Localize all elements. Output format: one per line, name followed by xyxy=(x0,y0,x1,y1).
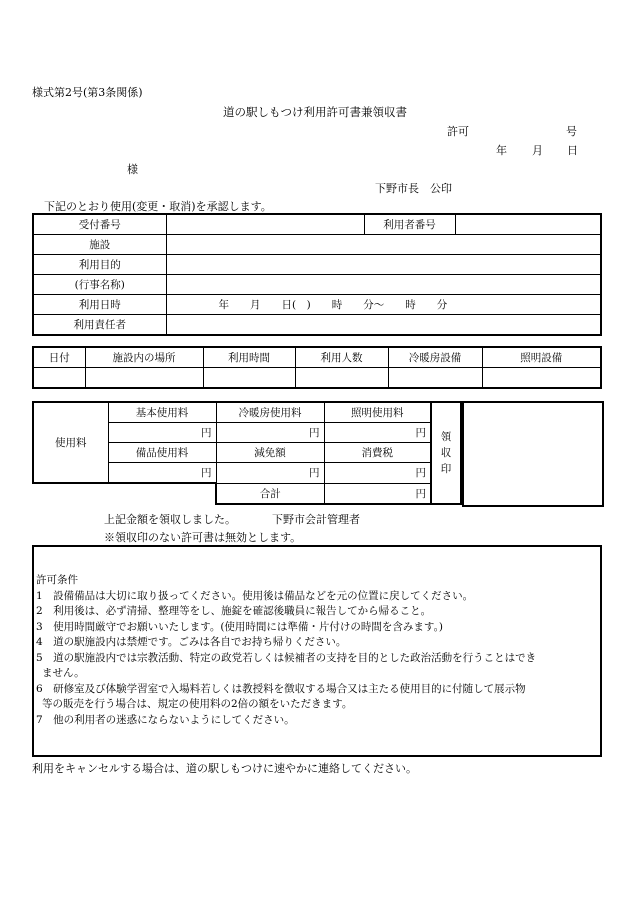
condition-item-1: 1 設備備品は大切に取り扱ってください。使用後は備品などを元の位置に戻してください。 xyxy=(36,589,474,602)
condition-item-5-cont: ません。 xyxy=(42,667,85,679)
usage-header-date: 日付 xyxy=(33,347,85,368)
usage-header-aircon: 冷暖房設備 xyxy=(388,347,482,368)
tax-label: 消費税 xyxy=(324,443,431,463)
usage-date-field[interactable] xyxy=(33,368,85,389)
received-statement: 上記金額を領収しました。 xyxy=(104,513,236,526)
usage-people-field[interactable] xyxy=(295,368,388,389)
usage-header-time: 利用時間 xyxy=(203,347,295,368)
fee-table xyxy=(32,401,462,505)
reception-no-field[interactable] xyxy=(166,214,364,235)
equipment-fee-amount[interactable]: 円 xyxy=(108,463,216,484)
footer-note: 利用をキャンセルする場合は、道の駅しもつけに速やかに連絡してください。 xyxy=(32,762,417,775)
page-title: 道の駅しもつけ利用許可書兼領収書 xyxy=(223,105,407,119)
info-table xyxy=(32,213,602,336)
responsible-field[interactable] xyxy=(166,315,601,336)
total-amount[interactable]: 円 xyxy=(324,483,431,504)
reception-no-label: 受付番号 xyxy=(33,214,166,235)
aircon-fee-amount[interactable]: 円 xyxy=(216,423,324,443)
facility-field[interactable] xyxy=(166,235,601,255)
receipt-seal-text: 領収印 xyxy=(440,430,452,475)
total-label: 合計 xyxy=(216,483,324,504)
approval-statement: 下記のとおり使用(変更・取消)を承認します。 xyxy=(44,200,272,213)
usage-place-field[interactable] xyxy=(85,368,203,389)
condition-item-6-cont: 等の販売を行う場合は、規定の使用料の2倍の額をいただきます。 xyxy=(42,698,353,710)
usage-aircon-field[interactable] xyxy=(388,368,482,389)
condition-item-3: 3 使用時間厳守でお願いいたします。(使用時間には準備・片付けの時間を含みます。) xyxy=(36,620,443,633)
condition-item-6: 6 研修室及び体験学習室で入場料若しくは教授料を徴収する場合又は主たる使用目的に付随して展示物 xyxy=(36,682,526,695)
issuer: 下野市長 公印 xyxy=(375,182,452,195)
condition-item-7: 7 他の利用者の迷惑にならないようにしてください。 xyxy=(36,713,295,726)
user-no-label: 利用者番号 xyxy=(364,214,455,235)
treasurer: 下野市会計管理者 xyxy=(272,513,360,526)
facility-label: 施設 xyxy=(33,235,166,255)
purpose-label: 利用目的 xyxy=(33,255,166,275)
event-name-label: (行事名称) xyxy=(33,275,166,295)
permit-label: 許可 xyxy=(447,125,469,138)
fee-label: 使用料 xyxy=(33,402,108,483)
condition-item-5: 5 道の駅施設内では宗教活動、特定の政党若しくは候補者の支持を目的とした政治活動を行うことはでき xyxy=(36,651,537,664)
usage-lighting-field[interactable] xyxy=(482,368,601,389)
conditions xyxy=(36,573,536,728)
discount-amount[interactable]: 円 xyxy=(216,463,324,484)
condition-item-4: 4 道の駅施設内は禁煙です。ごみは各自でお持ち帰りください。 xyxy=(36,636,347,648)
responsible-label: 利用責任者 xyxy=(33,315,166,336)
equipment-fee-label: 備品使用料 xyxy=(108,443,216,463)
lighting-fee-label: 照明使用料 xyxy=(324,402,431,423)
receipt-stamp-area[interactable] xyxy=(462,401,604,507)
form-number: 様式第2号(第3条関係) xyxy=(32,86,143,99)
usage-header-lighting: 照明設備 xyxy=(482,347,601,368)
condition-item-2: 2 利用後は、必ず清掃、整理等をし、施錠を確認後職員に報告してから帰ること。 xyxy=(36,605,432,617)
discount-label: 減免額 xyxy=(216,443,324,463)
tax-amount[interactable]: 円 xyxy=(324,463,431,484)
date-month: 月 xyxy=(532,144,543,157)
datetime-label: 利用日時 xyxy=(33,295,166,315)
user-no-field[interactable] xyxy=(455,214,601,235)
usage-table xyxy=(32,346,602,389)
usage-time-field[interactable] xyxy=(203,368,295,389)
usage-header-people: 利用人数 xyxy=(295,347,388,368)
invalid-note: ※領収印のない許可書は無効とします。 xyxy=(104,531,302,544)
aircon-fee-label: 冷暖房使用料 xyxy=(216,402,324,423)
conditions-heading: 許可条件 xyxy=(36,574,78,586)
usage-header-place: 施設内の場所 xyxy=(85,347,203,368)
basic-fee-label: 基本使用料 xyxy=(108,402,216,423)
datetime-field[interactable]: 年 月 日( ) 時 分～ 時 分 xyxy=(166,295,601,315)
permit-number-suffix: 号 xyxy=(566,125,577,138)
event-name-field[interactable] xyxy=(166,275,601,295)
fee-blank xyxy=(33,483,216,504)
basic-fee-amount[interactable]: 円 xyxy=(108,423,216,443)
date-year: 年 xyxy=(496,144,507,157)
purpose-field[interactable] xyxy=(166,255,601,275)
addressee-suffix: 様 xyxy=(127,163,138,176)
receipt-seal-label xyxy=(431,402,461,504)
date-day: 日 xyxy=(567,144,578,157)
lighting-fee-amount[interactable]: 円 xyxy=(324,423,431,443)
